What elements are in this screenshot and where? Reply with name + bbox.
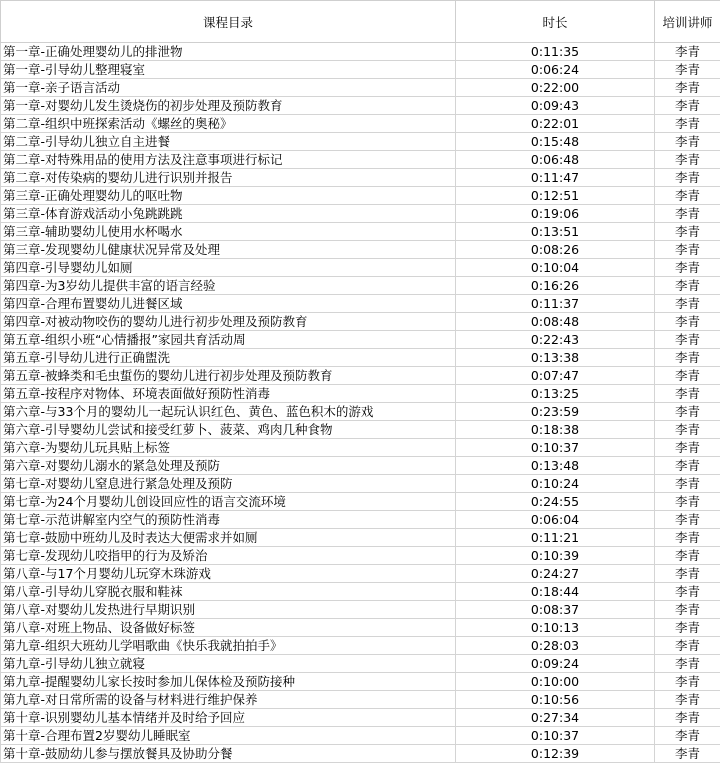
course-title-cell[interactable]: 第四章-为3岁幼儿提供丰富的语言经验	[1, 277, 456, 295]
course-title-cell[interactable]: 第五章-引导幼儿进行正确盥洗	[1, 349, 456, 367]
table-row	[1, 745, 720, 763]
lecturer-cell[interactable]: 李青	[655, 61, 720, 79]
table-row	[1, 655, 720, 673]
duration-cell[interactable]: 0:09:43	[456, 97, 655, 115]
lecturer-cell[interactable]: 李青	[655, 475, 720, 493]
table-row	[1, 205, 720, 223]
course-title-cell[interactable]: 第九章-组织大班幼儿学唱歌曲《快乐我就拍拍手》	[1, 637, 456, 655]
table-row	[1, 331, 720, 349]
course-title-cell[interactable]: 第八章-与17个月婴幼儿玩穿木珠游戏	[1, 565, 456, 583]
course-title-cell[interactable]: 第五章-被蜂类和毛虫蜇伤的婴幼儿进行初步处理及预防教育	[1, 367, 456, 385]
lecturer-cell[interactable]: 李青	[655, 187, 720, 205]
lecturer-cell[interactable]: 李青	[655, 673, 720, 691]
table-row	[1, 97, 720, 115]
table-row	[1, 259, 720, 277]
course-title-cell[interactable]: 第七章-为24个月婴幼儿创设回应性的语言交流环境	[1, 493, 456, 511]
table-row	[1, 565, 720, 583]
duration-cell[interactable]: 0:27:34	[456, 709, 655, 727]
duration-cell[interactable]: 0:22:01	[456, 115, 655, 133]
course-title-cell[interactable]: 第七章-示范讲解室内空气的预防性消毒	[1, 511, 456, 529]
lecturer-cell[interactable]: 李青	[655, 295, 720, 313]
header-row	[1, 1, 720, 43]
table-row	[1, 295, 720, 313]
course-title-cell[interactable]: 第三章-辅助婴幼儿使用水杯喝水	[1, 223, 456, 241]
table-row	[1, 439, 720, 457]
duration-cell[interactable]: 0:28:03	[456, 637, 655, 655]
course-title-cell[interactable]: 第九章-对日常所需的设备与材料进行维护保养	[1, 691, 456, 709]
course-title-cell[interactable]: 第十章-识别婴幼儿基本情绪并及时给予回应	[1, 709, 456, 727]
duration-cell[interactable]: 0:24:27	[456, 565, 655, 583]
lecturer-cell[interactable]: 李青	[655, 349, 720, 367]
course-title-cell[interactable]: 第三章-发现婴幼儿健康状况异常及处理	[1, 241, 456, 259]
lecturer-cell[interactable]: 李青	[655, 547, 720, 565]
course-title-cell[interactable]: 第十章-鼓励幼儿参与摆放餐具及协助分餐	[1, 745, 456, 763]
lecturer-cell[interactable]: 李青	[655, 79, 720, 97]
duration-cell[interactable]: 0:10:37	[456, 727, 655, 745]
course-title-cell[interactable]: 第二章-组织中班探索活动《螺丝的奥秘》	[1, 115, 456, 133]
course-title-cell[interactable]: 第二章-对传染病的婴幼儿进行识别并报告	[1, 169, 456, 187]
lecturer-cell[interactable]: 李青	[655, 97, 720, 115]
lecturer-cell[interactable]: 李青	[655, 43, 720, 61]
lecturer-cell[interactable]: 李青	[655, 691, 720, 709]
duration-cell[interactable]: 0:12:51	[456, 187, 655, 205]
table-row	[1, 241, 720, 259]
table-row	[1, 349, 720, 367]
course-title-cell[interactable]: 第九章-提醒婴幼儿家长按时参加儿保体检及预防接种	[1, 673, 456, 691]
course-title-cell[interactable]: 第八章-对班上物品、设备做好标签	[1, 619, 456, 637]
lecturer-cell[interactable]: 李青	[655, 439, 720, 457]
lecturer-cell[interactable]: 李青	[655, 745, 720, 763]
lecturer-cell[interactable]: 李青	[655, 493, 720, 511]
lecturer-cell[interactable]: 李青	[655, 403, 720, 421]
table-row	[1, 115, 720, 133]
course-title-cell[interactable]: 第六章-为婴幼儿玩具贴上标签	[1, 439, 456, 457]
table-row	[1, 511, 720, 529]
duration-cell[interactable]: 0:08:37	[456, 601, 655, 619]
duration-cell[interactable]: 0:11:37	[456, 295, 655, 313]
course-title-cell[interactable]: 第七章-发现幼儿咬指甲的行为及矫治	[1, 547, 456, 565]
course-title-cell[interactable]: 第五章-组织小班“心情播报”家园共育活动周	[1, 331, 456, 349]
duration-cell[interactable]: 0:10:24	[456, 475, 655, 493]
lecturer-cell[interactable]: 李青	[655, 583, 720, 601]
duration-cell[interactable]: 0:10:00	[456, 673, 655, 691]
course-title-cell[interactable]: 第十章-合理布置2岁婴幼儿睡眠室	[1, 727, 456, 745]
lecturer-cell[interactable]: 李青	[655, 367, 720, 385]
lecturer-cell[interactable]: 李青	[655, 529, 720, 547]
lecturer-cell[interactable]: 李青	[655, 511, 720, 529]
lecturer-cell[interactable]: 李青	[655, 709, 720, 727]
duration-cell[interactable]: 0:15:48	[456, 133, 655, 151]
duration-cell[interactable]: 0:06:48	[456, 151, 655, 169]
lecturer-cell[interactable]: 李青	[655, 727, 720, 745]
duration-cell[interactable]: 0:06:04	[456, 511, 655, 529]
lecturer-cell[interactable]: 李青	[655, 385, 720, 403]
duration-cell[interactable]: 0:10:56	[456, 691, 655, 709]
course-title-cell[interactable]: 第一章-正确处理婴幼儿的排泄物	[1, 43, 456, 61]
table-row	[1, 151, 720, 169]
duration-cell[interactable]: 0:08:26	[456, 241, 655, 259]
course-title-cell[interactable]: 第四章-引导婴幼儿如厕	[1, 259, 456, 277]
duration-cell[interactable]: 0:24:55	[456, 493, 655, 511]
duration-cell[interactable]: 0:13:38	[456, 349, 655, 367]
lecturer-cell[interactable]: 李青	[655, 619, 720, 637]
table-row	[1, 727, 720, 745]
table-row	[1, 133, 720, 151]
table-row	[1, 79, 720, 97]
lecturer-cell[interactable]: 李青	[655, 565, 720, 583]
course-title-cell[interactable]: 第四章-合理布置婴幼儿进餐区域	[1, 295, 456, 313]
lecturer-cell[interactable]: 李青	[655, 601, 720, 619]
course-title-cell[interactable]: 第五章-按程序对物体、环境表面做好预防性消毒	[1, 385, 456, 403]
header-course-title[interactable]: 课程目录	[1, 1, 456, 43]
duration-cell[interactable]: 0:13:48	[456, 457, 655, 475]
header-lecturer[interactable]: 培训讲师	[655, 1, 720, 43]
table-row	[1, 187, 720, 205]
duration-cell[interactable]: 0:22:43	[456, 331, 655, 349]
duration-cell[interactable]: 0:16:26	[456, 277, 655, 295]
table-row	[1, 601, 720, 619]
table-row	[1, 169, 720, 187]
lecturer-cell[interactable]: 李青	[655, 637, 720, 655]
header-duration[interactable]: 时长	[456, 1, 655, 43]
lecturer-cell[interactable]: 李青	[655, 223, 720, 241]
table-row	[1, 637, 720, 655]
course-title-cell[interactable]: 第三章-正确处理婴幼儿的呕吐物	[1, 187, 456, 205]
duration-cell[interactable]: 0:13:51	[456, 223, 655, 241]
course-title-cell[interactable]: 第三章-体育游戏活动小兔跳跳跳	[1, 205, 456, 223]
lecturer-cell[interactable]: 李青	[655, 205, 720, 223]
course-title-cell[interactable]: 第六章-对婴幼儿溺水的紧急处理及预防	[1, 457, 456, 475]
duration-cell[interactable]: 0:11:21	[456, 529, 655, 547]
table-row	[1, 457, 720, 475]
table-row	[1, 547, 720, 565]
course-title-cell[interactable]: 第七章-鼓励中班幼儿及时表达大便需求并如厕	[1, 529, 456, 547]
table-row	[1, 43, 720, 61]
table-row	[1, 421, 720, 439]
table-row	[1, 277, 720, 295]
duration-cell[interactable]: 0:22:00	[456, 79, 655, 97]
table-row	[1, 313, 720, 331]
duration-cell[interactable]: 0:07:47	[456, 367, 655, 385]
duration-cell[interactable]: 0:10:13	[456, 619, 655, 637]
lecturer-cell[interactable]: 李青	[655, 457, 720, 475]
lecturer-cell[interactable]: 李青	[655, 259, 720, 277]
course-title-cell[interactable]: 第八章-对婴幼儿发热进行早期识别	[1, 601, 456, 619]
duration-cell[interactable]: 0:12:39	[456, 745, 655, 763]
course-title-cell[interactable]: 第一章-亲子语言活动	[1, 79, 456, 97]
table-row	[1, 691, 720, 709]
table-row	[1, 529, 720, 547]
lecturer-cell[interactable]: 李青	[655, 151, 720, 169]
course-title-cell[interactable]: 第二章-引导幼儿独立自主进餐	[1, 133, 456, 151]
duration-cell[interactable]: 0:09:24	[456, 655, 655, 673]
course-title-cell[interactable]: 第六章-引导婴幼儿尝试和接受红萝卜、菠菜、鸡肉几种食物	[1, 421, 456, 439]
lecturer-cell[interactable]: 李青	[655, 115, 720, 133]
duration-cell[interactable]: 0:10:04	[456, 259, 655, 277]
duration-cell[interactable]: 0:11:47	[456, 169, 655, 187]
lecturer-cell[interactable]: 李青	[655, 133, 720, 151]
duration-cell[interactable]: 0:08:48	[456, 313, 655, 331]
course-title-cell[interactable]: 第六章-与33个月的婴幼儿一起玩认识红色、黄色、蓝色积木的游戏	[1, 403, 456, 421]
duration-cell[interactable]: 0:10:37	[456, 439, 655, 457]
duration-cell[interactable]: 0:19:06	[456, 205, 655, 223]
lecturer-cell[interactable]: 李青	[655, 331, 720, 349]
lecturer-cell[interactable]: 李青	[655, 313, 720, 331]
table-row	[1, 709, 720, 727]
lecturer-cell[interactable]: 李青	[655, 655, 720, 673]
table-row	[1, 583, 720, 601]
lecturer-cell[interactable]: 李青	[655, 241, 720, 259]
course-title-cell[interactable]: 第一章-对婴幼儿发生烫烧伤的初步处理及预防教育	[1, 97, 456, 115]
duration-cell[interactable]: 0:06:24	[456, 61, 655, 79]
course-title-cell[interactable]: 第七章-对婴幼儿窒息进行紧急处理及预防	[1, 475, 456, 493]
table-row	[1, 223, 720, 241]
course-title-cell[interactable]: 第二章-对特殊用品的使用方法及注意事项进行标记	[1, 151, 456, 169]
duration-cell[interactable]: 0:18:38	[456, 421, 655, 439]
lecturer-cell[interactable]: 李青	[655, 421, 720, 439]
duration-cell[interactable]: 0:18:44	[456, 583, 655, 601]
course-title-cell[interactable]: 第八章-引导幼儿穿脱衣服和鞋袜	[1, 583, 456, 601]
lecturer-cell[interactable]: 李青	[655, 277, 720, 295]
table-row	[1, 493, 720, 511]
table-row	[1, 385, 720, 403]
table-row	[1, 619, 720, 637]
course-title-cell[interactable]: 第一章-引导幼儿整理寝室	[1, 61, 456, 79]
table-row	[1, 673, 720, 691]
duration-cell[interactable]: 0:13:25	[456, 385, 655, 403]
course-title-cell[interactable]: 第九章-引导幼儿独立就寝	[1, 655, 456, 673]
course-title-cell[interactable]: 第四章-对被动物咬伤的婴幼儿进行初步处理及预防教育	[1, 313, 456, 331]
table-row	[1, 61, 720, 79]
table-row	[1, 475, 720, 493]
duration-cell[interactable]: 0:23:59	[456, 403, 655, 421]
table-row	[1, 403, 720, 421]
duration-cell[interactable]: 0:10:39	[456, 547, 655, 565]
table-row	[1, 367, 720, 385]
duration-cell[interactable]: 0:11:35	[456, 43, 655, 61]
lecturer-cell[interactable]: 李青	[655, 169, 720, 187]
